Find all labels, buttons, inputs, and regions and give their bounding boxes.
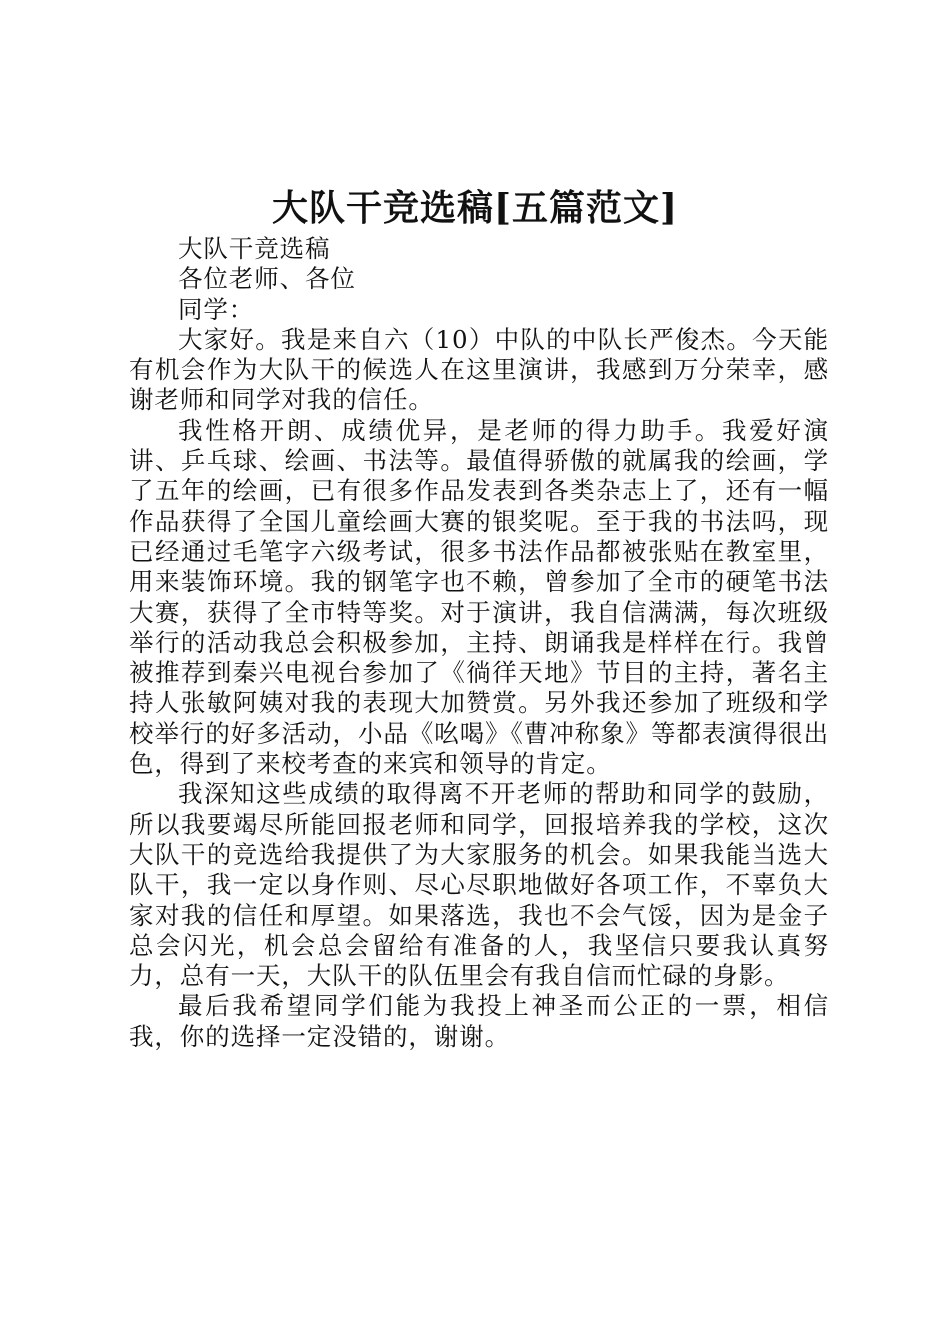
paragraph-greeting: 大家好。我是来自六（10）中队的中队长严俊杰。今天能有机会作为大队干的候选人在这里演讲，我感到万分荣幸，感谢老师和同学对我的信任。 <box>129 324 829 415</box>
document-title: 大队干竞选稿[五篇范文] <box>271 187 679 229</box>
paragraph-achievements: 我性格开朗、成绩优异，是老师的得力助手。我爱好演讲、乒乓球、绘画、书法等。最值得骄傲的就属我的绘画，学了五年的绘画，已有很多作品发表到各类杂志上了，还有一幅作品获得了全国儿童绘画大赛的银奖呢。至于我的书法吗，现已经通过毛笔字六级考试，很多书法作品都被张贴在教室里，用来装饰环境。我的钢笔字也不赖，曾参加了全市的硬笔书法大赛，获得了全市特等奖。对于演讲，我自信满满，每次班级举行的活动我总会积极参加，主持、朗诵我是样样在行。我曾被推荐到秦兴电视台参加了《徜徉天地》节目的主持，著名主持人张敏阿姨对我的表现大加赞赏。另外我还参加了班级和学校举行的好多活动，小品《吆喝》《曹冲称象》等都表演得很出色，得到了来校考查的来宾和领导的肯定。 <box>129 415 829 779</box>
paragraph-closing: 最后我希望同学们能为我投上神圣而公正的一票，相信我，你的选择一定没错的，谢谢。 <box>129 991 829 1051</box>
salutation-line-2: 同学： <box>178 294 255 324</box>
subtitle-line: 大队干竞选稿 <box>178 234 331 263</box>
paragraph-commitment: 我深知这些成绩的取得离不开老师的帮助和同学的鼓励，所以我要竭尽所能回报老师和同学，回报培养我的学校，这次大队干的竞选给我提供了为大家服务的机会。如果我能当选大队干，我一定以身作则、尽心尽职地做好各项工作，不辜负大家对我的信任和厚望。如果落选，我也不会气馁，因为是金子总会闪光，机会总会留给有准备的人，我坚信只要我认真努力，总有一天，大队干的队伍里会有我自信而忙碌的身影。 <box>129 779 829 991</box>
salutation-line-1: 各位老师、各位 <box>178 264 356 294</box>
document-body <box>129 234 829 1052</box>
